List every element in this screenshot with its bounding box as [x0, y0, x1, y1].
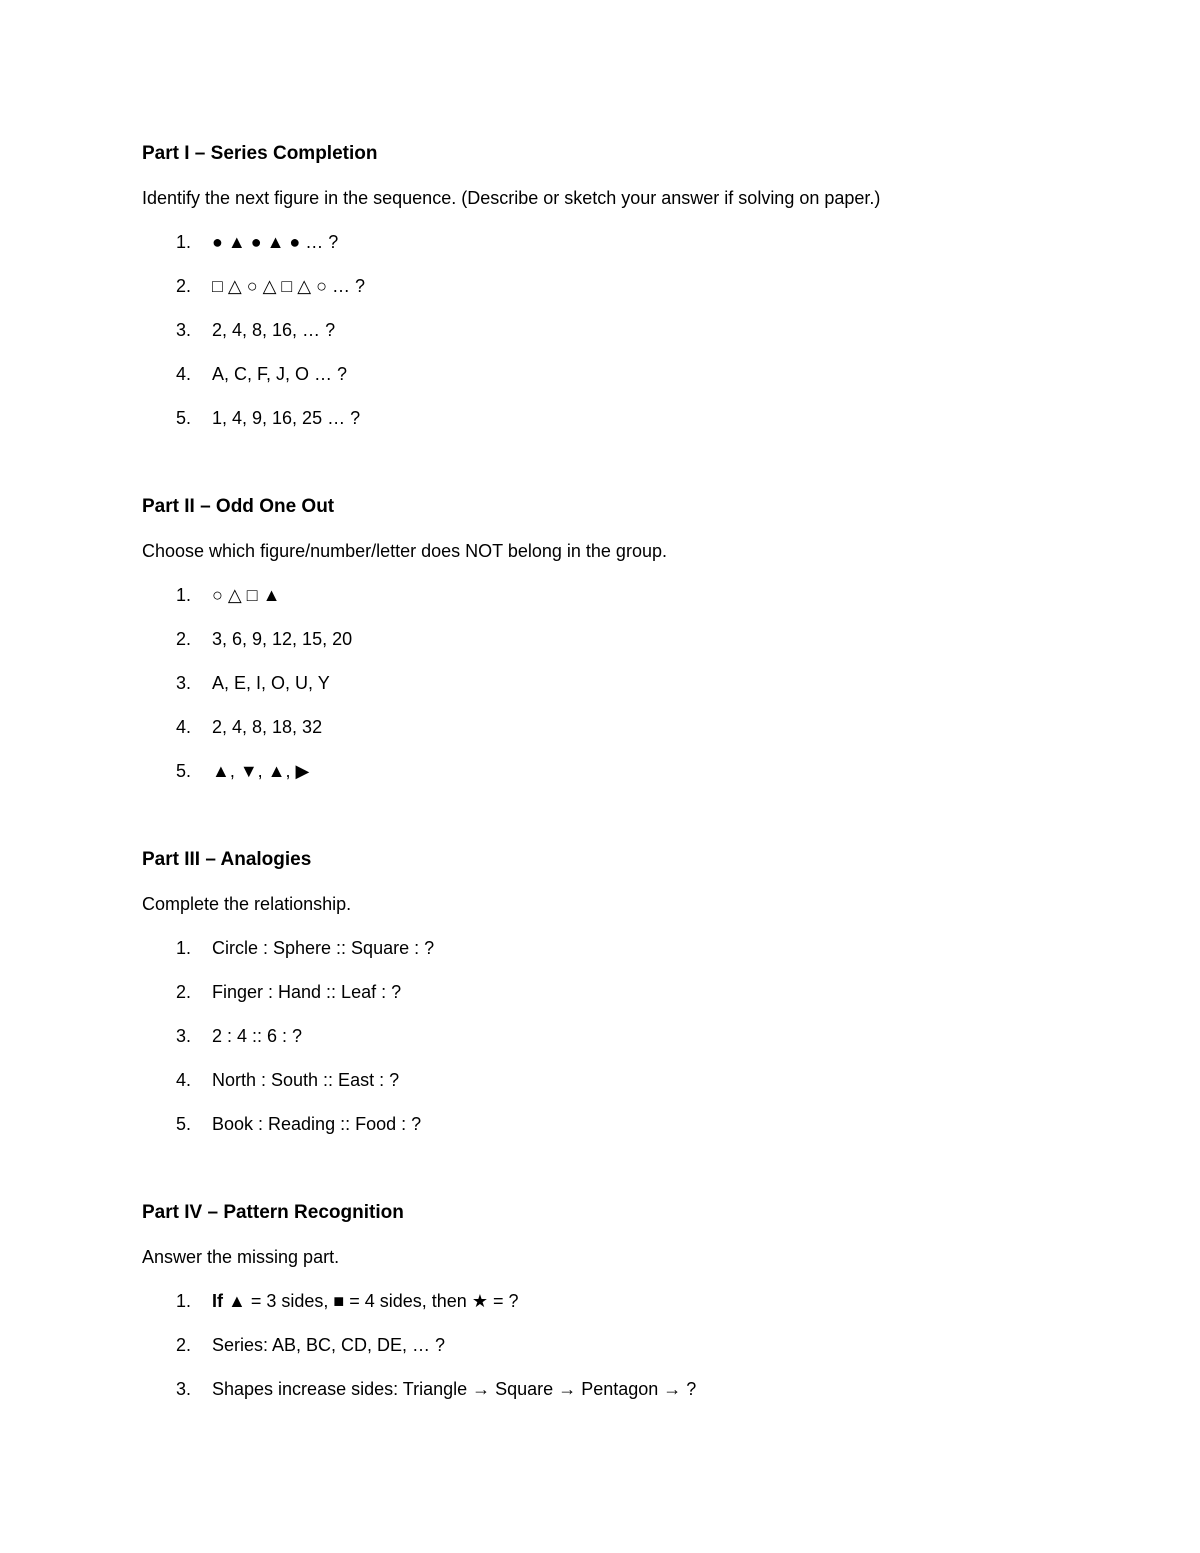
- section-pattern-recognition: [142, 1199, 697, 1403]
- item-number: 3.: [176, 673, 192, 693]
- list-item: [142, 272, 880, 300]
- list-item: [142, 1375, 697, 1403]
- section-title: Part IV – Pattern Recognition: [142, 1202, 404, 1223]
- item-number: 5.: [176, 408, 192, 428]
- item-text: North : South :: East : ?: [212, 1070, 400, 1090]
- item-text: ○ △ □ ▲: [212, 585, 281, 605]
- item-number: 3.: [176, 320, 192, 340]
- item-number: 5.: [176, 1114, 192, 1134]
- list-item: [142, 978, 402, 1006]
- item-text: ▲, ▼, ▲, ▶: [212, 761, 310, 781]
- list-item: [142, 625, 667, 653]
- list-item: [142, 581, 667, 609]
- item-text: ▲ = 3 sides, ■ = 4 sides, then ★ = ?: [223, 1291, 519, 1311]
- section-instruction: Answer the missing part.: [142, 1247, 340, 1267]
- item-text: Finger : Hand :: Leaf : ?: [212, 982, 402, 1002]
- item-text: 1, 4, 9, 16, 25 … ?: [212, 408, 361, 428]
- item-number: 3.: [176, 1379, 192, 1399]
- item-number: 4.: [176, 364, 192, 384]
- item-number: 5.: [176, 761, 192, 781]
- item-number: 4.: [176, 717, 192, 737]
- item-text: 2, 4, 8, 18, 32: [212, 717, 323, 737]
- section-analogies: [142, 846, 435, 1138]
- section-instruction: Complete the relationship.: [142, 894, 352, 914]
- list-item: [142, 1022, 351, 1050]
- section-series-completion: [142, 140, 880, 432]
- section-odd-one-out: [142, 493, 667, 785]
- item-text: A, E, I, O, U, Y: [212, 673, 330, 693]
- list-item: [142, 1110, 422, 1138]
- item-text: Series: AB, BC, CD, DE, … ?: [212, 1335, 446, 1355]
- section-title: Part I – Series Completion: [142, 143, 378, 164]
- item-number: 1.: [176, 585, 192, 605]
- item-number: 3.: [176, 1026, 192, 1046]
- item-text: □ △ ○ △ □ △ ○ … ?: [212, 276, 366, 296]
- list-item: [142, 1066, 400, 1094]
- item-text-wrapper: [212, 1287, 518, 1315]
- item-text: Book : Reading :: Food : ?: [212, 1114, 422, 1134]
- list-item: [142, 757, 667, 785]
- list-item: [142, 1287, 519, 1315]
- list-item: [142, 669, 667, 697]
- list-item: [142, 360, 880, 388]
- item-text: ● ▲ ● ▲ ● … ?: [212, 232, 339, 252]
- list-item: [142, 1331, 446, 1359]
- list-item: [142, 404, 880, 432]
- item-text: Shapes increase sides: Triangle → Square → Pentagon → ?: [212, 1379, 697, 1399]
- item-lead-text: If: [212, 1291, 223, 1311]
- item-text: 3, 6, 9, 12, 15, 20: [212, 629, 353, 649]
- item-text: A, C, F, J, O … ?: [212, 364, 348, 384]
- item-number: 1.: [176, 232, 192, 252]
- item-number: 1.: [176, 1291, 192, 1311]
- item-number: 1.: [176, 938, 192, 958]
- item-number: 2.: [176, 982, 192, 1002]
- item-number: 4.: [176, 1070, 192, 1090]
- list-item: [142, 934, 435, 962]
- item-text: Circle : Sphere :: Square : ?: [212, 938, 435, 958]
- section-instruction: Identify the next figure in the sequence. (Describe or sketch your answer if solving on paper.): [142, 188, 881, 208]
- item-number: 2.: [176, 1335, 192, 1355]
- list-item: [142, 316, 880, 344]
- item-number: 2.: [176, 629, 192, 649]
- list-item: [142, 228, 880, 256]
- list-item: [142, 713, 667, 741]
- section-instruction: Choose which figure/number/letter does NOT belong in the group.: [142, 541, 667, 561]
- section-title: Part II – Odd One Out: [142, 496, 335, 517]
- item-number: 2.: [176, 276, 192, 296]
- item-text: 2, 4, 8, 16, … ?: [212, 320, 336, 340]
- item-text: 2 : 4 :: 6 : ?: [212, 1026, 303, 1046]
- section-title: Part III – Analogies: [142, 849, 312, 870]
